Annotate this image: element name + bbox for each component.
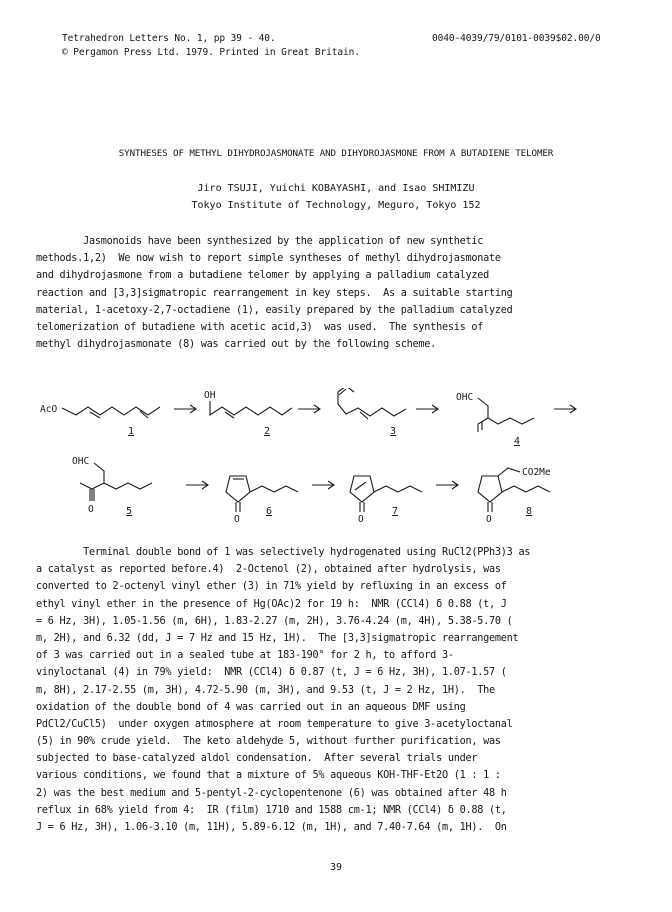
body-line: vinyloctanal (4) in 79% yield: NMR (CCl4) δ 0.87 (t, J = 6 Hz, 3H), 1.07-1.57 (	[36, 667, 507, 679]
body-line: oxidation of the double bond of 4 was carried out in an aqueous DMF using	[36, 701, 466, 713]
body-line: = 6 Hz, 3H), 1.05-1.56 (m, 6H), 1.83-2.27 (m, 2H), 3.76-4.24 (m, 4H), 5.38-5.70 (	[36, 615, 513, 627]
body-line: m, 8H), 2.17-2.55 (m, 3H), 4.72-5.90 (m, 3H), and 9.53 (t, J = 2 Hz, 1H). The	[36, 684, 495, 696]
compound-number-3: 3	[390, 426, 397, 437]
body-line: a catalyst as reported before.4) 2-Octenol (2), obtained after hydrolysis, was	[36, 564, 501, 576]
body-line: Terminal double bond of 1 was selectively hydrogenated using RuCl2(PPh3)3 as	[36, 547, 531, 558]
intro-line: telomerization of butadiene with acetic acid,3) was used. The synthesis of	[36, 321, 484, 333]
page-number: 39	[329, 862, 343, 873]
paragraph-synthesis	[36, 544, 648, 836]
body-line: (5) in 90% crude yield. The keto aldehyde 5, without further purification, was	[36, 736, 501, 748]
intro-line: material, 1-acetoxy-2,7-octadiene (1), easily prepared by the palladium catalyzed	[36, 304, 513, 316]
intro-line: reaction and [3,3]sigmatropic rearrangement in key steps. As a suitable starting	[36, 287, 513, 299]
label-o-6: O	[234, 514, 240, 525]
body-line: of 3 was carried out in a sealed tube at 183-190° for 2 h, to afford 3-	[36, 650, 454, 662]
article-code: 0040-4039/79/0101-0039$02.00/0	[432, 33, 601, 44]
intro-line: methods.1,2) We now wish to report simple syntheses of methyl dihydrojasmonate	[36, 253, 501, 265]
compound-number-4: 4	[514, 436, 521, 447]
label-ohc-top: OHC	[456, 392, 474, 403]
label-ohc-bottom: OHC	[72, 456, 90, 467]
author-block	[0, 180, 672, 214]
paragraph-introduction	[36, 233, 648, 353]
compound-number-1: 1	[128, 426, 135, 437]
label-co2me: CO2Me	[522, 467, 551, 478]
body-line: subjected to base-catalyzed aldol condensation. After several trials under	[36, 753, 478, 765]
label-o-8: O	[486, 514, 492, 525]
article-title: SYNTHESES OF METHYL DIHYDROJASMONATE AND DIHYDROJASMONE FROM A BUTADIENE TELOMER	[118, 148, 554, 159]
compound-number-6: 6	[266, 506, 273, 517]
authors: Jiro TSUJI, Yuichi KOBAYASHI, and Isao SHIMIZU	[197, 183, 475, 194]
compound-number-2: 2	[264, 426, 271, 437]
copyright-line: © Pergamon Press Ltd. 1979. Printed in Great Britain.	[62, 47, 360, 58]
affiliation: Tokyo Institute of Technology, Meguro, Tokyo 152	[191, 200, 481, 211]
label-oh: OH	[204, 390, 216, 401]
reaction-scheme	[36, 388, 636, 528]
intro-line: methyl dihydrojasmonate (8) was carried out by the following scheme.	[36, 339, 437, 351]
journal-citation: Tetrahedron Letters No. 1, pp 39 - 40.	[62, 33, 276, 44]
body-line: reflux in 68% yield from 4: IR (film) 1710 and 1588 cm-1; NMR (CCl4) δ 0.88 (t,	[36, 804, 507, 816]
body-line: 2) was the best medium and 5-pentyl-2-cyclopentenone (6) was obtained after 48 h	[36, 787, 507, 799]
label-aco: AcO	[40, 404, 58, 415]
label-o-7: O	[358, 514, 364, 525]
body-line: PdCl2/CuCl5) under oxygen atmosphere at room temperature to give 3-acetyloctanal	[36, 718, 513, 730]
label-o-5: O	[88, 504, 94, 515]
body-line: various conditions, we found that a mixture of 5% aqueous KOH-THF-Et2O (1 : 1 :	[36, 770, 501, 782]
body-line: converted to 2-octenyl vinyl ether (3) in 71% yield by refluxing in an excess of	[36, 581, 507, 593]
compound-number-8: 8	[526, 506, 533, 517]
body-line: ethyl vinyl ether in the presence of Hg(OAc)2 for 19 h: NMR (CCl4) δ 0.88 (t, J	[36, 598, 507, 610]
compound-number-7: 7	[392, 506, 399, 517]
body-line: m, 2H), and 6.32 (dd, J = 7 Hz and 15 Hz, 1H). The [3,3]sigmatropic rearrangement	[36, 632, 519, 644]
compound-number-5: 5	[126, 506, 133, 517]
body-line: J = 6 Hz, 3H), 1.06-3.10 (m, 11H), 5.89-6.12 (m, 1H), and 7.40-7.64 (m, 1H). On	[36, 822, 507, 833]
intro-line: Jasmonoids have been synthesized by the application of new synthetic	[36, 236, 484, 247]
intro-line: and dihydrojasmone from a butadiene telomer by applying a palladium catalyzed	[36, 270, 490, 282]
